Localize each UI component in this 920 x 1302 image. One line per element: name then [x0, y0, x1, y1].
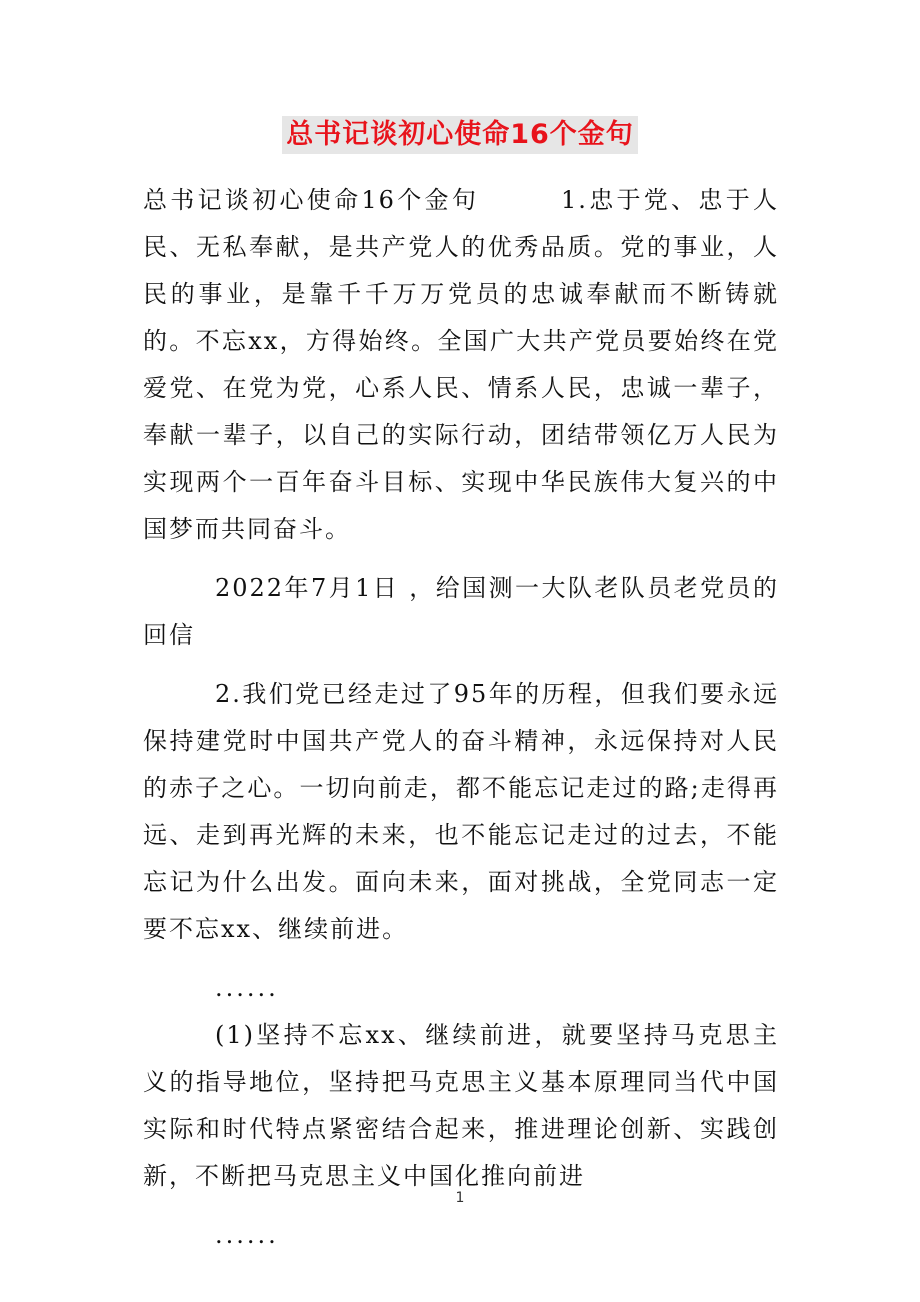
- page-number: 1: [455, 1190, 465, 1206]
- paragraph-3: (1)坚持不忘xx、继续前进，就要坚持马克思主义的指导地位，坚持把马克思主义基本原理同当代中国实际和时代特点紧密结合起来，推进理论创新、实践创新，不断把马克思主义中国化推向前进: [143, 1021, 779, 1190]
- paragraph-1: 总书记谈初心使命16个金句 1.忠于党、忠于人民、无私奉献，是共产党人的优秀品质。党的事业，人民的事业，是靠千千万万党员的忠诚奉献而不断铸就的。不忘xx，方得始终。全国广大共产党员要始终在党爱党、在党为党，心系人民、情系人民，忠诚一辈子，奉献一辈子，以自己的实际行动，团结带领亿万人民为实现两个一百年奋斗目标、实现中华民族伟大复兴的中国梦而共同奋斗。: [143, 186, 779, 543]
- document-title: 总书记谈初心使命16个金句: [282, 116, 638, 154]
- paragraph-source-date: 2022年7月1日 ，给国测一大队老队员老党员的回信: [143, 574, 779, 649]
- paragraph-2: 2.我们党已经走过了95年的历程，但我们要永远保持建党时中国共产党人的奋斗精神，永远保持对人民的赤子之心。一切向前走，都不能忘记走过的路;走得再远、走到再光辉的未来，也不能忘记走过的过去，不能忘记为什么出发。面向未来，面对挑战，全党同志一定要不忘xx、继续前进。: [143, 680, 779, 943]
- title-container: [0, 116, 920, 154]
- document-body: [143, 177, 779, 1259]
- ellipsis-1: ......: [215, 974, 279, 1002]
- ellipsis-2: ......: [215, 1221, 279, 1249]
